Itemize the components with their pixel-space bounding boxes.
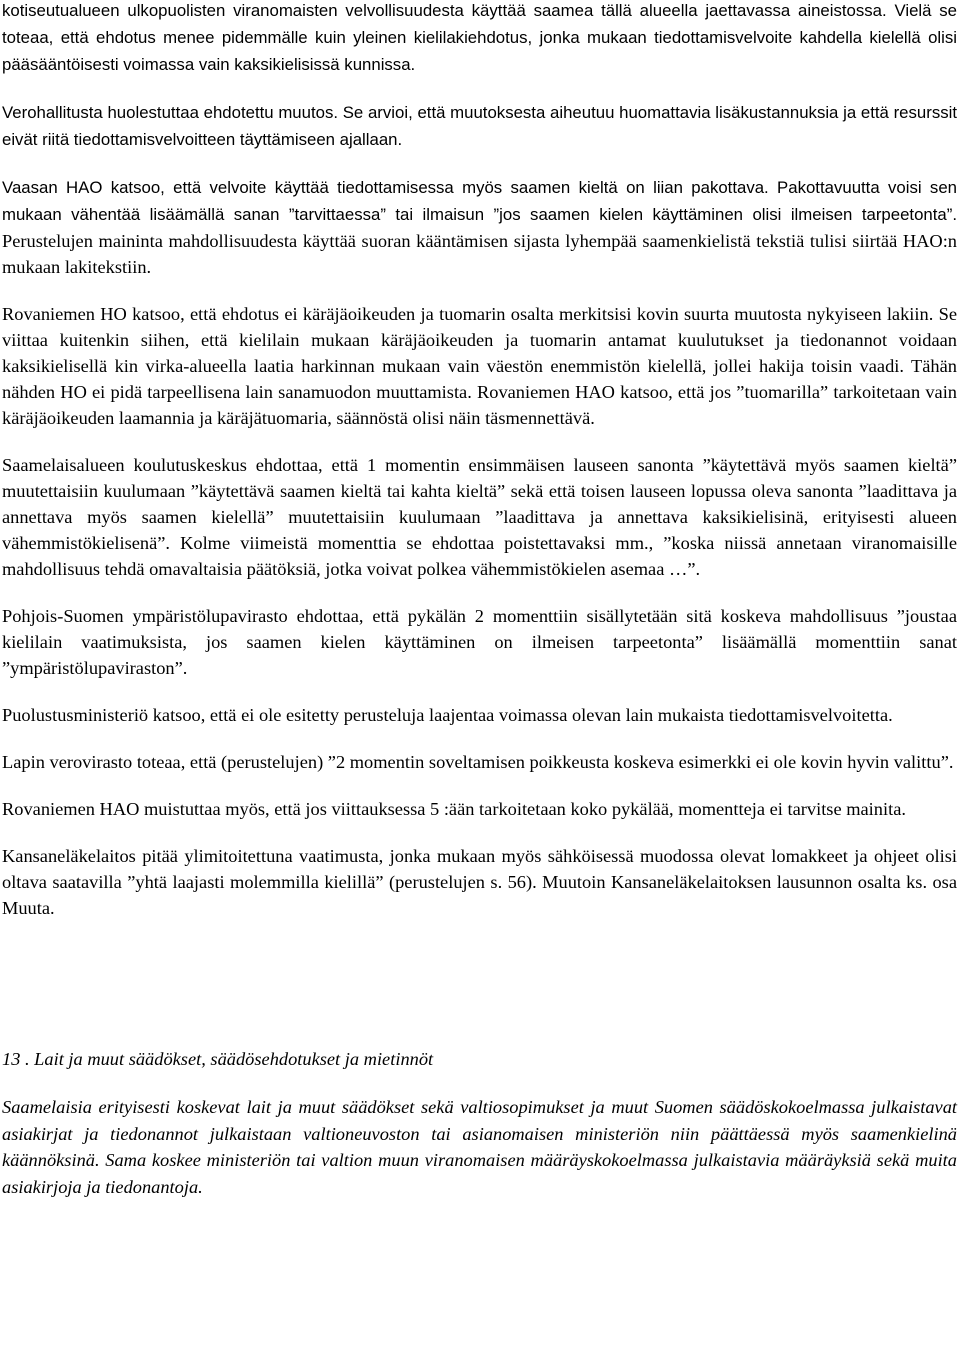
paragraph xyxy=(2,749,957,775)
paragraph-text: Vaasan HAO katsoo, että velvoite käyttää tiedottamisessa myös saamen kieltä on liian pakottava. Pakottavuutta voisi sen mukaan vähentää lisäämällä sanan ”tarvittaessa” tai ilmaisun ”jos saamen kielen käyttäminen olisi ilmeisen tarpeetonta”. xyxy=(2,178,957,224)
paragraph-text: Puolustusministeriö katsoo, että ei ole esitetty perusteluja laajentaa voimassa olevan lain mukaista tiedottamisvelvoitetta. xyxy=(2,705,893,725)
paragraph xyxy=(2,603,957,681)
paragraph-text: Vielä se toteaa, että ehdotus menee pidemmälle kuin yleinen kielilakiehdotus, jonka mukaan tiedottamisvelvoite kahdella kielellä olisi pääsääntöisesti voimassa vain kaksikielisissä kunnissa. xyxy=(2,1,957,74)
paragraph xyxy=(2,843,957,921)
paragraph-text: Kansaneläkelaitos pitää ylimitoitettuna vaatimusta, jonka mukaan myös sähköisessä muodossa olevat lomakkeet ja ohjeet olisi oltava saatavilla ”yhtä laajasti molemmilla kielillä” (perustelujen s. 56). Muutoin Kansaneläkelaitoksen lausunnon osalta ks. osa Muuta. xyxy=(2,846,957,918)
paragraph xyxy=(2,99,957,153)
document-page xyxy=(2,0,957,1200)
paragraph-text: Rovaniemen HO katsoo, että ehdotus ei käräjäoikeuden ja tuomarin osalta merkitsisi kovin suurta muutosta nykyiseen lakiin. Se viittaa kuitenkin siihen, että kielilain mukaan käräjäoikeuden ja tuomarin antamat kuulutukset ja tiedonannot voidaan kaksikielisellä kin virka-alueella laatia harkinnan mukaan vain väestön enemmistön kielellä, jollei hakija toisin vaadi. Tähän nähden HO ei pidä tarpeellisena lain sanamuodon muuttamista. Rovaniemen HAO katsoo, että jos ”tuomarilla” tarkoitetaan vain käräjäoikeuden laamannia ja käräjätuomaria, säännöstä olisi näin täsmennettävä. xyxy=(2,304,957,428)
paragraph-text: Saamelaisalueen koulutuskeskus ehdottaa, että 1 momentin ensimmäisen lauseen sanonta ”käytettävä myös saamen kieltä” muutettaisiin kuulumaan ”käytettävä saamen kieltä tai kahta kieltä” sekä että toisen lauseen lopussa oleva sanonta ”laadittava ja annettava myös saamen kielellä” muutettaisiin kuulumaan ”laadittava ja annettava kaksikielisinä, erityisesti alueen vähemmistökielisenä”. Kolme viimeistä momenttia se ehdottaa poistettavaksi mm., ”koska niissä annetaan viranomaisille mahdollisuus tehdä omavaltaisia päätöksiä, jotka voivat polkea vähemmistökielen asemaa …”. xyxy=(2,455,957,579)
paragraph xyxy=(2,0,957,78)
paragraph-text: Pohjois-Suomen ympäristölupavirasto ehdottaa, että pykälän 2 momenttiin sisällytetään sitä koskeva mahdollisuus ”joustaa kielilain vaatimuksista, jos saamen kielen käyttäminen on ilmeisen tarpeetonta” lisäämällä momenttiin sanat ”ympäristölupaviraston”. xyxy=(2,606,957,678)
paragraph xyxy=(2,452,957,582)
paragraph-text: Verohallitusta huolestuttaa ehdotettu muutos. Se arvioi, että muutoksesta aiheutuu huomattavia lisäkustannuksia ja että resurssit eivät riitä tiedottamisvelvoitteen täyttämiseen ajallaan. xyxy=(2,103,957,149)
paragraph xyxy=(2,702,957,728)
paragraph xyxy=(2,174,957,280)
paragraph-text: Lapin verovirasto toteaa, että (perustelujen) ”2 momentin soveltamisen poikkeusta koskeva esimerkki ei ole kovin hyvin valittu”. xyxy=(2,752,954,772)
paragraph xyxy=(2,301,957,431)
paragraph-text: Rovaniemen HAO muistuttaa myös, että jos viittauksessa 5 :ään tarkoitetaan koko pykälää, momentteja ei tarvitse mainita. xyxy=(2,799,906,819)
section-heading: 13 . Lait ja muut säädökset, säädösehdotukset ja mietinnöt xyxy=(2,1049,434,1069)
section-body: Saamelaisia erityisesti koskevat lait ja muut säädökset sekä valtiosopimukset ja muut Suomen säädöskokoelmassa julkaistavat asiakirjat ja tiedonannot julkaistaan valtioneuvoston tai asianomaisen ministeriön niin päättäessä myös saamenkielinä käännöksinä. Sama koskee ministeriön tai valtion muun viranomaisen määräyskokoelmassa julkaistavia määräyksiä sekä muita asiakirjoja ja tiedonantoja. xyxy=(2,1097,957,1197)
paragraph-text: kotiseutualueen ulkopuolisten viranomaisten velvollisuudesta käyttää saamea tällä alueella jaettavassa aineistossa. xyxy=(2,1,895,20)
paragraph-text: Perustelujen maininta mahdollisuudesta käyttää suoran kääntämisen sijasta lyhempää saamenkielistä tekstiä tulisi siirtää HAO:n mukaan lakitekstiin. xyxy=(2,231,957,277)
paragraph xyxy=(2,796,957,822)
